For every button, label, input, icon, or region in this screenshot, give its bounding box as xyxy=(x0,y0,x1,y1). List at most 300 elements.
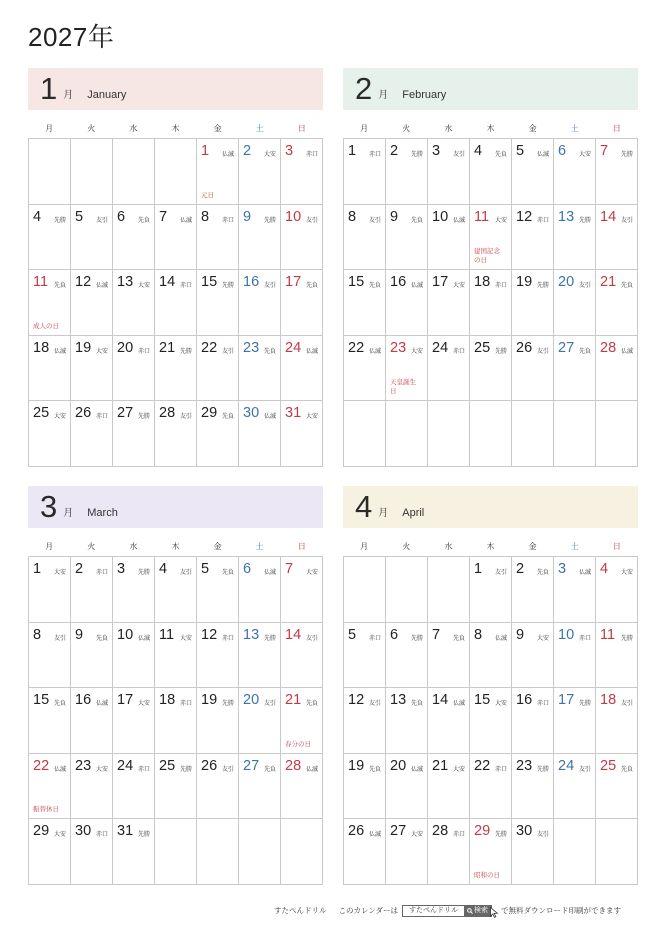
rokuyo-label: 仏滅 xyxy=(137,635,150,642)
rokuyo-label: 先勝 xyxy=(578,701,591,708)
day-cell xyxy=(155,205,197,271)
day-number: 6 xyxy=(117,208,126,225)
rokuyo-label: 赤口 xyxy=(578,635,591,642)
rokuyo-label: 仏滅 xyxy=(452,701,465,708)
day-number: 18 xyxy=(600,692,617,709)
day-number: 13 xyxy=(390,692,407,709)
rokuyo-label: 先負 xyxy=(620,283,633,290)
day-cell xyxy=(197,205,239,271)
rokuyo-label: 赤口 xyxy=(368,152,381,158)
rokuyo-label: 大安 xyxy=(179,635,192,642)
day-grid xyxy=(343,556,638,885)
year-title: 2027年 xyxy=(28,22,115,52)
day-cell xyxy=(239,139,281,205)
rokuyo-label: 先勝 xyxy=(620,635,633,642)
day-cell xyxy=(470,819,512,885)
rokuyo-label: 赤口 xyxy=(95,414,108,421)
rokuyo-label: 大安 xyxy=(494,701,507,708)
day-cell xyxy=(113,557,155,623)
day-cell xyxy=(197,623,239,689)
rokuyo-label: 仏滅 xyxy=(95,283,108,290)
rokuyo-label: 赤口 xyxy=(536,217,549,224)
day-number: 16 xyxy=(75,692,92,709)
weekday-label: 月 xyxy=(360,542,369,551)
rokuyo-label: 大安 xyxy=(452,766,465,773)
empty-day-cell xyxy=(596,401,638,467)
day-cell xyxy=(239,754,281,820)
day-number: 13 xyxy=(243,626,260,643)
day-number: 11 xyxy=(159,626,175,643)
rokuyo-label: 先勝 xyxy=(179,766,192,773)
weekday-label: 金 xyxy=(528,124,537,133)
day-cell xyxy=(428,270,470,336)
day-cell xyxy=(344,623,386,689)
day-cell xyxy=(197,139,239,205)
rokuyo-label: 赤口 xyxy=(494,283,507,290)
day-number: 25 xyxy=(159,757,176,774)
rokuyo-label: 仏滅 xyxy=(263,570,276,576)
day-number: 9 xyxy=(243,208,252,225)
day-cell xyxy=(155,623,197,689)
day-number: 14 xyxy=(159,274,176,291)
day-cell xyxy=(470,754,512,820)
rokuyo-label: 仏滅 xyxy=(578,570,591,576)
rokuyo-label: 仏滅 xyxy=(494,635,507,642)
day-number: 6 xyxy=(243,561,252,577)
rokuyo-label: 大安 xyxy=(620,570,633,576)
day-number: 18 xyxy=(474,274,491,291)
month-number: 4 xyxy=(355,489,373,524)
day-cell xyxy=(596,205,638,271)
day-number: 2 xyxy=(75,561,84,577)
empty-day-cell xyxy=(281,819,323,885)
day-cell xyxy=(239,270,281,336)
rokuyo-label: 仏滅 xyxy=(410,283,423,290)
holiday-name: 天皇誕生日 xyxy=(390,379,416,396)
rokuyo-label: 友引 xyxy=(221,766,234,773)
day-cell xyxy=(344,205,386,271)
rokuyo-label: 大安 xyxy=(410,832,423,839)
day-cell xyxy=(29,205,71,271)
day-cell xyxy=(386,270,428,336)
rokuyo-label: 大安 xyxy=(452,283,465,290)
footer-site-name: すたぺんドリル xyxy=(274,906,327,915)
rokuyo-label: 赤口 xyxy=(95,570,108,576)
day-cell xyxy=(428,688,470,754)
day-number: 9 xyxy=(516,626,525,643)
day-number: 28 xyxy=(600,339,617,356)
rokuyo-label: 友引 xyxy=(53,635,66,642)
weekday-label: 火 xyxy=(87,542,96,551)
month-header xyxy=(343,68,638,110)
day-number: 11 xyxy=(600,626,616,643)
rokuyo-label: 先勝 xyxy=(410,635,423,642)
day-number: 28 xyxy=(285,757,302,774)
rokuyo-label: 赤口 xyxy=(137,766,150,773)
search-box-text: すたぺんドリル xyxy=(409,906,459,914)
rokuyo-label: 大安 xyxy=(305,414,318,421)
holiday-name: 昭和の日 xyxy=(474,871,500,879)
rokuyo-label: 仏滅 xyxy=(305,766,318,773)
day-cell xyxy=(596,754,638,820)
rokuyo-label: 友引 xyxy=(620,217,633,224)
rokuyo-label: 先負 xyxy=(410,217,423,224)
day-cell xyxy=(29,336,71,402)
weekday-label: 火 xyxy=(402,542,411,551)
empty-day-cell xyxy=(197,819,239,885)
day-number: 27 xyxy=(243,757,260,774)
rokuyo-label: 先勝 xyxy=(578,217,591,224)
day-number: 19 xyxy=(348,757,365,774)
rokuyo-label: 友引 xyxy=(305,635,318,642)
month-number: 1 xyxy=(40,71,58,106)
day-number: 16 xyxy=(390,274,407,291)
day-cell xyxy=(428,623,470,689)
rokuyo-label: 大安 xyxy=(137,283,150,290)
rokuyo-label: 先負 xyxy=(368,766,381,773)
rokuyo-label: 仏滅 xyxy=(368,832,381,839)
empty-day-cell xyxy=(239,819,281,885)
day-cell xyxy=(155,754,197,820)
rokuyo-label: 大安 xyxy=(536,635,549,642)
day-cell xyxy=(281,754,323,820)
day-number: 7 xyxy=(285,561,294,577)
footer-text-1: このカレンダーは xyxy=(338,906,399,915)
rokuyo-label: 先勝 xyxy=(620,152,633,158)
rokuyo-label: 赤口 xyxy=(494,766,507,773)
rokuyo-label: 先勝 xyxy=(137,832,150,839)
weekday-label: 日 xyxy=(612,542,621,551)
rokuyo-label: 友引 xyxy=(179,414,192,421)
day-cell xyxy=(470,623,512,689)
day-cell xyxy=(71,336,113,402)
search-button[interactable] xyxy=(464,906,491,916)
empty-day-cell xyxy=(512,401,554,467)
holiday-name: 成人の日 xyxy=(33,322,59,330)
day-number: 25 xyxy=(600,757,617,774)
day-cell xyxy=(554,139,596,205)
rokuyo-label: 友引 xyxy=(305,217,318,224)
weekday-label: 日 xyxy=(612,124,621,133)
rokuyo-label: 仏滅 xyxy=(53,348,66,355)
month-number: 3 xyxy=(40,489,58,524)
day-number: 12 xyxy=(348,692,365,709)
day-number: 7 xyxy=(432,626,441,643)
day-number: 22 xyxy=(201,339,218,356)
rokuyo-label: 先勝 xyxy=(137,570,150,576)
weekday-label: 木 xyxy=(171,542,180,551)
day-number: 1 xyxy=(474,561,483,577)
day-cell xyxy=(470,139,512,205)
day-grid xyxy=(28,556,323,885)
day-cell xyxy=(512,270,554,336)
day-cell xyxy=(596,270,638,336)
empty-day-cell xyxy=(470,401,512,467)
day-cell xyxy=(197,270,239,336)
rokuyo-label: 大安 xyxy=(53,832,66,839)
rokuyo-label: 先負 xyxy=(263,766,276,773)
day-cell xyxy=(554,270,596,336)
rokuyo-label: 大安 xyxy=(578,152,591,158)
rokuyo-label: 仏滅 xyxy=(179,217,192,224)
empty-day-cell xyxy=(386,401,428,467)
day-cell xyxy=(239,557,281,623)
weekday-header-row xyxy=(343,120,638,138)
day-cell xyxy=(470,270,512,336)
day-number: 28 xyxy=(432,823,449,840)
day-cell xyxy=(113,401,155,467)
day-number: 17 xyxy=(285,274,302,291)
day-grid xyxy=(28,138,323,467)
day-number: 3 xyxy=(285,143,294,159)
rokuyo-label: 友引 xyxy=(368,217,381,224)
month-english-name: March xyxy=(87,507,118,519)
rokuyo-label: 赤口 xyxy=(536,701,549,708)
day-number: 3 xyxy=(558,561,567,577)
day-cell xyxy=(155,401,197,467)
rokuyo-label: 先勝 xyxy=(410,152,423,158)
day-number: 15 xyxy=(348,274,365,291)
day-cell xyxy=(239,688,281,754)
rokuyo-label: 友引 xyxy=(578,766,591,773)
rokuyo-label: 仏滅 xyxy=(221,152,234,158)
day-number: 27 xyxy=(117,405,134,422)
rokuyo-label: 先勝 xyxy=(263,635,276,642)
weekday-label: 木 xyxy=(486,542,495,551)
holiday-name: 振替休日 xyxy=(33,806,59,814)
rokuyo-label: 仏滅 xyxy=(368,348,381,355)
day-cell xyxy=(344,270,386,336)
day-number: 15 xyxy=(201,274,218,291)
day-number: 15 xyxy=(33,692,50,709)
cursor-icon xyxy=(490,907,499,918)
day-number: 13 xyxy=(558,208,575,225)
rokuyo-label: 先負 xyxy=(137,217,150,224)
weekday-label: 水 xyxy=(444,124,453,133)
rokuyo-label: 先負 xyxy=(221,414,234,421)
rokuyo-label: 赤口 xyxy=(179,283,192,290)
empty-day-cell xyxy=(596,819,638,885)
day-cell xyxy=(29,401,71,467)
month-april xyxy=(343,486,638,885)
rokuyo-label: 赤口 xyxy=(368,635,381,642)
day-cell xyxy=(281,270,323,336)
day-number: 7 xyxy=(600,143,609,159)
rokuyo-label: 仏滅 xyxy=(410,766,423,773)
day-number: 15 xyxy=(474,692,491,709)
day-number: 24 xyxy=(558,757,575,774)
day-cell xyxy=(113,688,155,754)
day-number: 19 xyxy=(75,339,92,356)
day-cell xyxy=(197,754,239,820)
day-number: 23 xyxy=(390,339,407,356)
day-number: 5 xyxy=(348,626,357,643)
rokuyo-label: 友引 xyxy=(452,152,465,158)
rokuyo-label: 先負 xyxy=(494,152,507,158)
day-number: 3 xyxy=(432,143,441,159)
day-cell xyxy=(386,205,428,271)
rokuyo-label: 先勝 xyxy=(536,766,549,773)
day-number: 1 xyxy=(348,143,357,159)
day-number: 30 xyxy=(516,823,533,840)
search-box[interactable] xyxy=(402,905,492,917)
day-cell xyxy=(512,754,554,820)
day-number: 19 xyxy=(201,692,218,709)
rokuyo-label: 先負 xyxy=(368,283,381,290)
weekday-label: 水 xyxy=(444,542,453,551)
day-number: 16 xyxy=(243,274,260,291)
day-cell xyxy=(281,623,323,689)
day-number: 2 xyxy=(390,143,399,159)
empty-day-cell xyxy=(155,139,197,205)
rokuyo-label: 赤口 xyxy=(221,635,234,642)
day-number: 26 xyxy=(201,757,218,774)
empty-day-cell xyxy=(344,557,386,623)
rokuyo-label: 大安 xyxy=(53,570,66,576)
day-cell xyxy=(428,754,470,820)
day-cell xyxy=(596,336,638,402)
day-cell xyxy=(29,623,71,689)
rokuyo-label: 先負 xyxy=(620,766,633,773)
day-cell xyxy=(512,557,554,623)
day-cell xyxy=(113,336,155,402)
day-cell xyxy=(470,205,512,271)
footer-text-2: で無料ダウンロード印刷ができます xyxy=(501,906,622,915)
day-cell xyxy=(386,819,428,885)
day-cell xyxy=(554,754,596,820)
empty-day-cell xyxy=(554,401,596,467)
rokuyo-label: 仏滅 xyxy=(53,766,66,773)
day-cell xyxy=(155,336,197,402)
month-header xyxy=(28,486,323,528)
day-number: 18 xyxy=(159,692,176,709)
rokuyo-label: 先勝 xyxy=(137,414,150,421)
rokuyo-label: 先負 xyxy=(452,635,465,642)
day-number: 20 xyxy=(243,692,260,709)
rokuyo-label: 赤口 xyxy=(179,701,192,708)
day-number: 20 xyxy=(558,274,575,291)
weekday-label: 日 xyxy=(297,542,306,551)
rokuyo-label: 友引 xyxy=(368,701,381,708)
empty-day-cell xyxy=(428,401,470,467)
day-cell xyxy=(386,754,428,820)
day-cell xyxy=(344,754,386,820)
rokuyo-label: 先勝 xyxy=(494,348,507,355)
day-cell xyxy=(113,623,155,689)
day-number: 29 xyxy=(474,823,491,840)
day-cell xyxy=(596,688,638,754)
rokuyo-label: 赤口 xyxy=(221,217,234,224)
day-number: 12 xyxy=(516,208,533,225)
day-cell xyxy=(344,819,386,885)
day-cell xyxy=(71,401,113,467)
rokuyo-label: 先負 xyxy=(95,635,108,642)
day-number: 20 xyxy=(117,339,134,356)
day-number: 6 xyxy=(390,626,399,643)
month-number: 2 xyxy=(355,71,373,106)
day-number: 3 xyxy=(117,561,126,577)
weekday-header-row xyxy=(28,538,323,556)
day-cell xyxy=(71,688,113,754)
day-number: 9 xyxy=(75,626,84,643)
day-cell xyxy=(386,336,428,402)
month-march xyxy=(28,486,323,885)
day-number: 29 xyxy=(201,405,218,422)
day-cell xyxy=(197,557,239,623)
weekday-label: 月 xyxy=(45,124,54,133)
day-number: 2 xyxy=(516,561,525,577)
rokuyo-label: 仏滅 xyxy=(263,414,276,421)
day-number: 17 xyxy=(558,692,575,709)
day-cell xyxy=(512,336,554,402)
day-number: 31 xyxy=(117,823,134,840)
day-cell xyxy=(512,139,554,205)
day-cell xyxy=(197,401,239,467)
day-number: 23 xyxy=(243,339,260,356)
rokuyo-label: 大安 xyxy=(53,414,66,421)
day-number: 17 xyxy=(432,274,449,291)
rokuyo-label: 友引 xyxy=(263,283,276,290)
day-cell xyxy=(386,623,428,689)
day-cell xyxy=(71,819,113,885)
weekday-label: 土 xyxy=(570,124,579,133)
day-number: 22 xyxy=(33,757,50,774)
day-number: 10 xyxy=(432,208,449,225)
day-number: 14 xyxy=(432,692,449,709)
month-header xyxy=(28,68,323,110)
rokuyo-label: 赤口 xyxy=(305,152,318,158)
day-cell xyxy=(281,401,323,467)
weekday-label: 火 xyxy=(87,124,96,133)
day-number: 4 xyxy=(474,143,483,159)
day-number: 21 xyxy=(285,692,302,709)
day-cell xyxy=(554,557,596,623)
month-suffix: 月 xyxy=(63,90,74,101)
day-cell xyxy=(428,205,470,271)
day-number: 24 xyxy=(285,339,302,356)
day-number: 17 xyxy=(117,692,134,709)
day-cell xyxy=(554,623,596,689)
day-cell xyxy=(239,623,281,689)
day-number: 19 xyxy=(516,274,533,291)
rokuyo-label: 友引 xyxy=(494,570,507,576)
day-number: 26 xyxy=(516,339,533,356)
rokuyo-label: 仏滅 xyxy=(305,348,318,355)
month-header xyxy=(343,486,638,528)
day-cell xyxy=(344,336,386,402)
day-cell xyxy=(29,688,71,754)
rokuyo-label: 友引 xyxy=(221,348,234,355)
weekday-label: 木 xyxy=(486,124,495,133)
weekday-label: 水 xyxy=(129,542,138,551)
month-suffix: 月 xyxy=(63,508,74,519)
empty-day-cell xyxy=(113,139,155,205)
day-number: 5 xyxy=(75,208,84,225)
empty-day-cell xyxy=(71,139,113,205)
day-number: 30 xyxy=(75,823,92,840)
weekday-label: 月 xyxy=(360,124,369,133)
empty-day-cell xyxy=(554,819,596,885)
day-number: 8 xyxy=(201,208,210,225)
day-cell xyxy=(428,139,470,205)
day-cell xyxy=(554,688,596,754)
rokuyo-label: 友引 xyxy=(263,701,276,708)
footer xyxy=(274,903,621,918)
day-cell xyxy=(155,688,197,754)
day-cell xyxy=(344,688,386,754)
month-february xyxy=(343,68,638,467)
rokuyo-label: 友引 xyxy=(536,348,549,355)
